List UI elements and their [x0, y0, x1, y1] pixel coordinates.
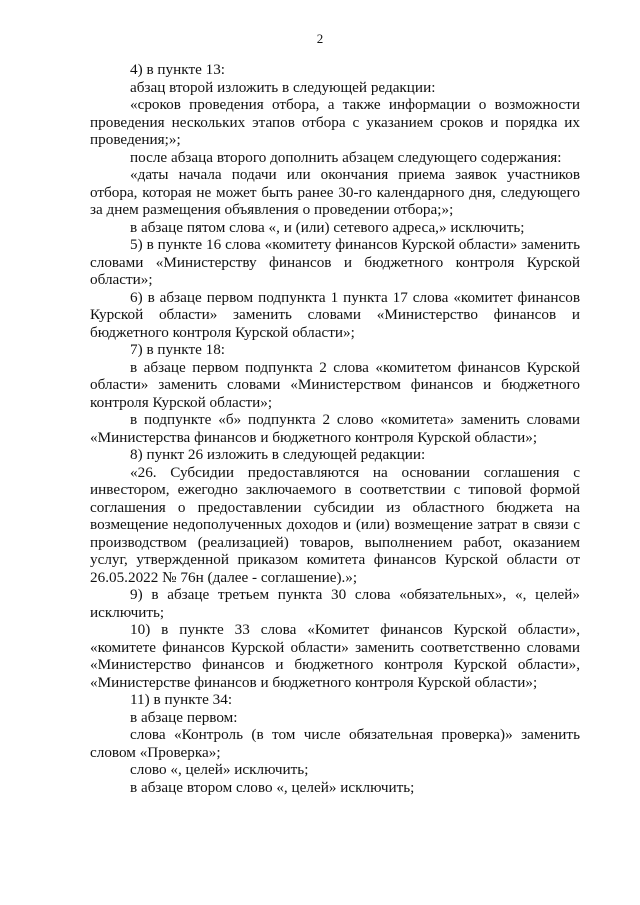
paragraph: слова «Контроль (в том числе обязательная проверка)» заменить словом «Проверка»;: [90, 726, 580, 761]
document-body: [90, 61, 580, 796]
paragraph: «сроков проведения отбора, а также информации о возможности проведения нескольких этапов отбора с указанием сроков и порядка их проведения;»;: [90, 96, 580, 148]
paragraph: в абзаце пятом слова «, и (или) сетевого адреса,» исключить;: [130, 218, 525, 236]
paragraph: 8) пункт 26 изложить в следующей редакции:: [130, 446, 426, 463]
paragraph: 4) в пункте 13:: [130, 61, 226, 78]
paragraph: 9) в абзаце третьем пункта 30 слова «обязательных», «, целей» исключить;: [90, 586, 580, 621]
paragraph: после абзаца второго дополнить абзацем следующего содержания:: [130, 148, 562, 166]
paragraph: в абзаце первом подпункта 2 слова «комитетом финансов Курской области» заменить словами «Министерством финансов и бюджетного контроля Курской области»;: [90, 358, 580, 411]
paragraph: 6) в абзаце первом подпункта 1 пункта 17 слова «комитет финансов Курской области» заменить словами «Министерство финансов и бюджетного контроля Курской области»;: [90, 288, 580, 341]
paragraph: слово «, целей» исключить;: [130, 761, 309, 778]
paragraph: в абзаце первом:: [130, 708, 238, 726]
paragraph: «даты начала подачи или окончания приема заявок участников отбора, которая не может быть ранее 30-го календарного дня, следующего за днем размещения объявления о проведении отбора;»;: [90, 166, 580, 218]
paragraph: в абзаце втором слово «, целей» исключить;: [130, 778, 415, 796]
paragraph: 7) в пункте 18:: [130, 341, 226, 358]
paragraph: 10) в пункте 33 слова «Комитет финансов Курской области», «комитете финансов Курской области» заменить соответственно словами «Министерство финансов и бюджетного контроля Курской области», «Министерстве финансов и бюджетного контроля Курской области»;: [90, 621, 580, 691]
paragraph: 5) в пункте 16 слова «комитету финансов Курской области» заменить словами «Министерству финансов и бюджетного контроля Курской области»;: [90, 236, 580, 288]
paragraph: абзац второй изложить в следующей редакции:: [130, 78, 436, 96]
page-number: 2: [316, 31, 324, 46]
paragraph: «26. Субсидии предоставляются на основании соглашения с инвестором, ежегодно заключаемого в соответствии с типовой формой соглашения о предоставлении субсидии из областного бюджета на возмещение недополученных доходов и (или) возмещение затрат в связи с производством (реализацией) товаров, выполнением работ, оказанием услуг, утвержденной приказом комитета финансов Курской области от 26.05.2022 № 76н (далее - соглашение).»;: [90, 463, 580, 586]
paragraph: в подпункте «б» подпункта 2 слово «комитета» заменить словами «Министерства финансов и бюджетного контроля Курской области»;: [90, 411, 580, 446]
paragraph: 11) в пункте 34:: [130, 691, 233, 708]
